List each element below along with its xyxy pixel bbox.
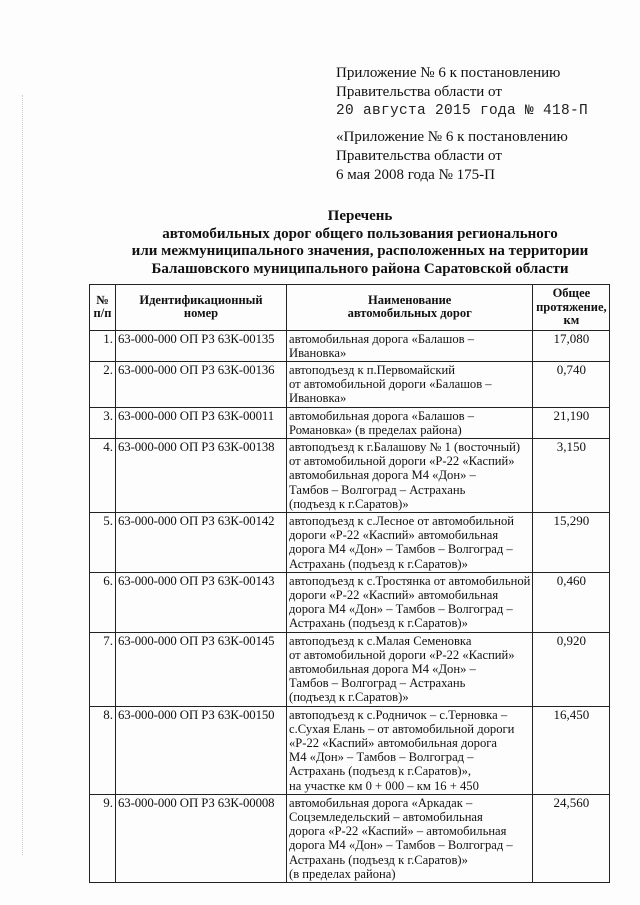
appendix-header-original (336, 128, 568, 185)
road-name-line: Тамбов – Волгоград – Астрахань (289, 482, 466, 497)
row-number: 4. (90, 438, 116, 512)
road-name-line: дороги «Р-22 «Каспий» автомобильная (289, 528, 499, 543)
row-road-name (287, 361, 533, 407)
row-identification-number: 63-000-000 ОП РЗ 63К-00143 (116, 572, 287, 632)
row-number: 6. (90, 572, 116, 632)
table-row (90, 361, 610, 407)
row-road-name (287, 632, 533, 706)
road-name-line: (в пределах района) (289, 866, 396, 881)
row-identification-number: 63-000-000 ОП РЗ 63К-00145 (116, 632, 287, 706)
row-number: 1. (90, 330, 116, 361)
table-row (90, 438, 610, 512)
road-name-line: дороги «Р-22 «Каспий» автомобильная (289, 587, 499, 602)
row-road-name (287, 706, 533, 794)
scan-margin-marks (22, 95, 25, 855)
row-road-name (287, 512, 533, 572)
appendix-old-line-3: 6 мая 2008 года № 175-П (336, 167, 495, 183)
appendix-new-line-1: Приложение № 6 к постановлению (336, 65, 561, 81)
table-row (90, 706, 610, 794)
row-identification-number: 63-000-000 ОП РЗ 63К-00150 (116, 706, 287, 794)
road-name-line: (подъезд к г.Саратов)» (289, 690, 409, 705)
road-name-line: Астрахань (подъезд к г.Саратов)» (289, 616, 468, 631)
row-road-name (287, 794, 533, 882)
road-name-line: автомобильная дорога «Балашов – (289, 408, 475, 423)
row-length-km: 3,150 (533, 438, 610, 512)
road-name-line: автоподъезд к с.Малая Семеновка (289, 633, 472, 648)
row-number: 8. (90, 706, 116, 794)
road-name-line: автоподъезд к п.Первомайский (289, 362, 455, 377)
header-id-line: номер (183, 306, 219, 321)
roads-table (89, 284, 610, 883)
road-name-line: на участке км 0 + 000 – км 16 + 450 (289, 778, 479, 793)
roads-table-body (90, 330, 610, 883)
table-row (90, 572, 610, 632)
title-line-2: автомобильных дорог общего пользования регионального (162, 225, 558, 242)
row-identification-number: 63-000-000 ОП РЗ 63К-00138 (116, 438, 287, 512)
road-name-line: от автомобильной дороги «Р-22 «Каспий» (289, 647, 515, 662)
document-title (60, 208, 640, 278)
row-length-km: 21,190 (533, 407, 610, 438)
row-number: 3. (90, 407, 116, 438)
road-name-line: автоподъезд к с.Родничок – с.Терновка – (289, 707, 508, 722)
table-row (90, 632, 610, 706)
header-length-line: Общее (552, 286, 591, 300)
row-identification-number: 63-000-000 ОП РЗ 63К-00011 (116, 407, 287, 438)
road-name-line: дорога М4 «Дон» – Тамбов – Волгоград – (289, 542, 513, 557)
table-row (90, 407, 610, 438)
road-name-line: Ивановка» (289, 391, 347, 406)
title-line-1: Перечень (327, 208, 393, 224)
header-num-line: № (96, 292, 109, 307)
row-road-name (287, 407, 533, 438)
header-id (116, 285, 287, 331)
road-name-line: автомобильная дорога М4 «Дон» – (289, 468, 476, 483)
table-row (90, 794, 610, 882)
row-length-km: 0,740 (533, 361, 610, 407)
row-identification-number: 63-000-000 ОП РЗ 63К-00135 (116, 330, 287, 361)
road-name-line: Соцземледельский – автомобильная (289, 810, 483, 824)
row-identification-number: 63-000-000 ОП РЗ 63К-00142 (116, 512, 287, 572)
row-road-name (287, 438, 533, 512)
appendix-old-line-2: Правительства области от (336, 148, 502, 164)
road-name-line: дорога М4 «Дон» – Тамбов – Волгоград – (289, 838, 513, 853)
header-name-line: Наименование (368, 292, 452, 307)
road-name-line: М4 «Дон» – Тамбов – Волгоград – (289, 750, 474, 765)
row-number: 9. (90, 794, 116, 882)
road-name-line: дорога М4 «Дон» – Тамбов – Волгоград – (289, 602, 513, 617)
row-length-km: 0,460 (533, 572, 610, 632)
table-header-row (90, 285, 610, 331)
road-name-line: с.Сухая Елань – от автомобильной дороги (289, 721, 515, 736)
road-name-line: Астрахань (подъезд к г.Саратов)» (289, 556, 468, 571)
road-name-line: Тамбов – Волгоград – Астрахань (289, 676, 466, 691)
table-row (90, 512, 610, 572)
row-length-km: 17,080 (533, 330, 610, 361)
row-length-km: 24,560 (533, 794, 610, 882)
road-name-line: автомобильная дорога М4 «Дон» – (289, 661, 476, 676)
header-name-line: автомобильных дорог (347, 306, 472, 321)
road-name-line: Ивановка» (289, 345, 347, 360)
row-identification-number: 63-000-000 ОП РЗ 63К-00008 (116, 794, 287, 882)
title-line-4: Балашовского муниципального района Саратовской области (151, 260, 569, 277)
row-length-km: 0,920 (533, 632, 610, 706)
row-length-km: 16,450 (533, 706, 610, 794)
header-length-line: км (563, 313, 580, 327)
appendix-new-date-line: 20 августа 2015 года № 418-П (336, 103, 589, 119)
row-identification-number: 63-000-000 ОП РЗ 63К-00136 (116, 361, 287, 407)
header-length (533, 285, 610, 331)
row-number: 5. (90, 512, 116, 572)
header-length-line: протяжение, (536, 299, 607, 314)
header-name (287, 285, 533, 331)
road-name-line: Астрахань (подъезд к г.Саратов)», (289, 764, 472, 779)
road-name-line: автоподъезд к с.Тростянка от автомобильной (289, 573, 531, 588)
row-length-km: 15,290 (533, 512, 610, 572)
appendix-header-new (336, 64, 588, 121)
header-num-line: п/п (93, 306, 112, 321)
road-name-line: Астрахань (подъезд к г.Саратов)» (289, 852, 468, 867)
header-id-line: Идентификационный (139, 292, 263, 307)
appendix-new-line-2: Правительства области от (336, 84, 502, 100)
road-name-line: автомобильная дорога «Аркадак – (289, 795, 473, 810)
table-row (90, 330, 610, 361)
road-name-line: от автомобильной дороги «Балашов – (289, 377, 492, 392)
road-name-line: (подъезд к г.Саратов)» (289, 496, 409, 511)
appendix-old-line-1: «Приложение № 6 к постановлению (336, 129, 568, 145)
road-name-line: дорога «Р-22 «Каспий» – автомобильная (289, 824, 507, 839)
row-road-name (287, 330, 533, 361)
road-name-line: автоподъезд к г.Балашову № 1 (восточный) (289, 439, 521, 454)
header-num (90, 285, 116, 331)
road-name-line: Романовка» (в пределах района) (289, 422, 462, 437)
row-road-name (287, 572, 533, 632)
road-name-line: автомобильная дорога «Балашов – (289, 331, 475, 346)
row-number: 7. (90, 632, 116, 706)
row-number: 2. (90, 361, 116, 407)
road-name-line: от автомобильной дороги «Р-22 «Каспий» (289, 454, 515, 469)
road-name-line: «Р-22 «Каспий» автомобильная дорога (289, 735, 497, 750)
title-line-3: или межмуниципального значения, расположенных на территории (131, 243, 589, 259)
road-name-line: автоподъезд к с.Лесное от автомобильной (289, 513, 514, 528)
